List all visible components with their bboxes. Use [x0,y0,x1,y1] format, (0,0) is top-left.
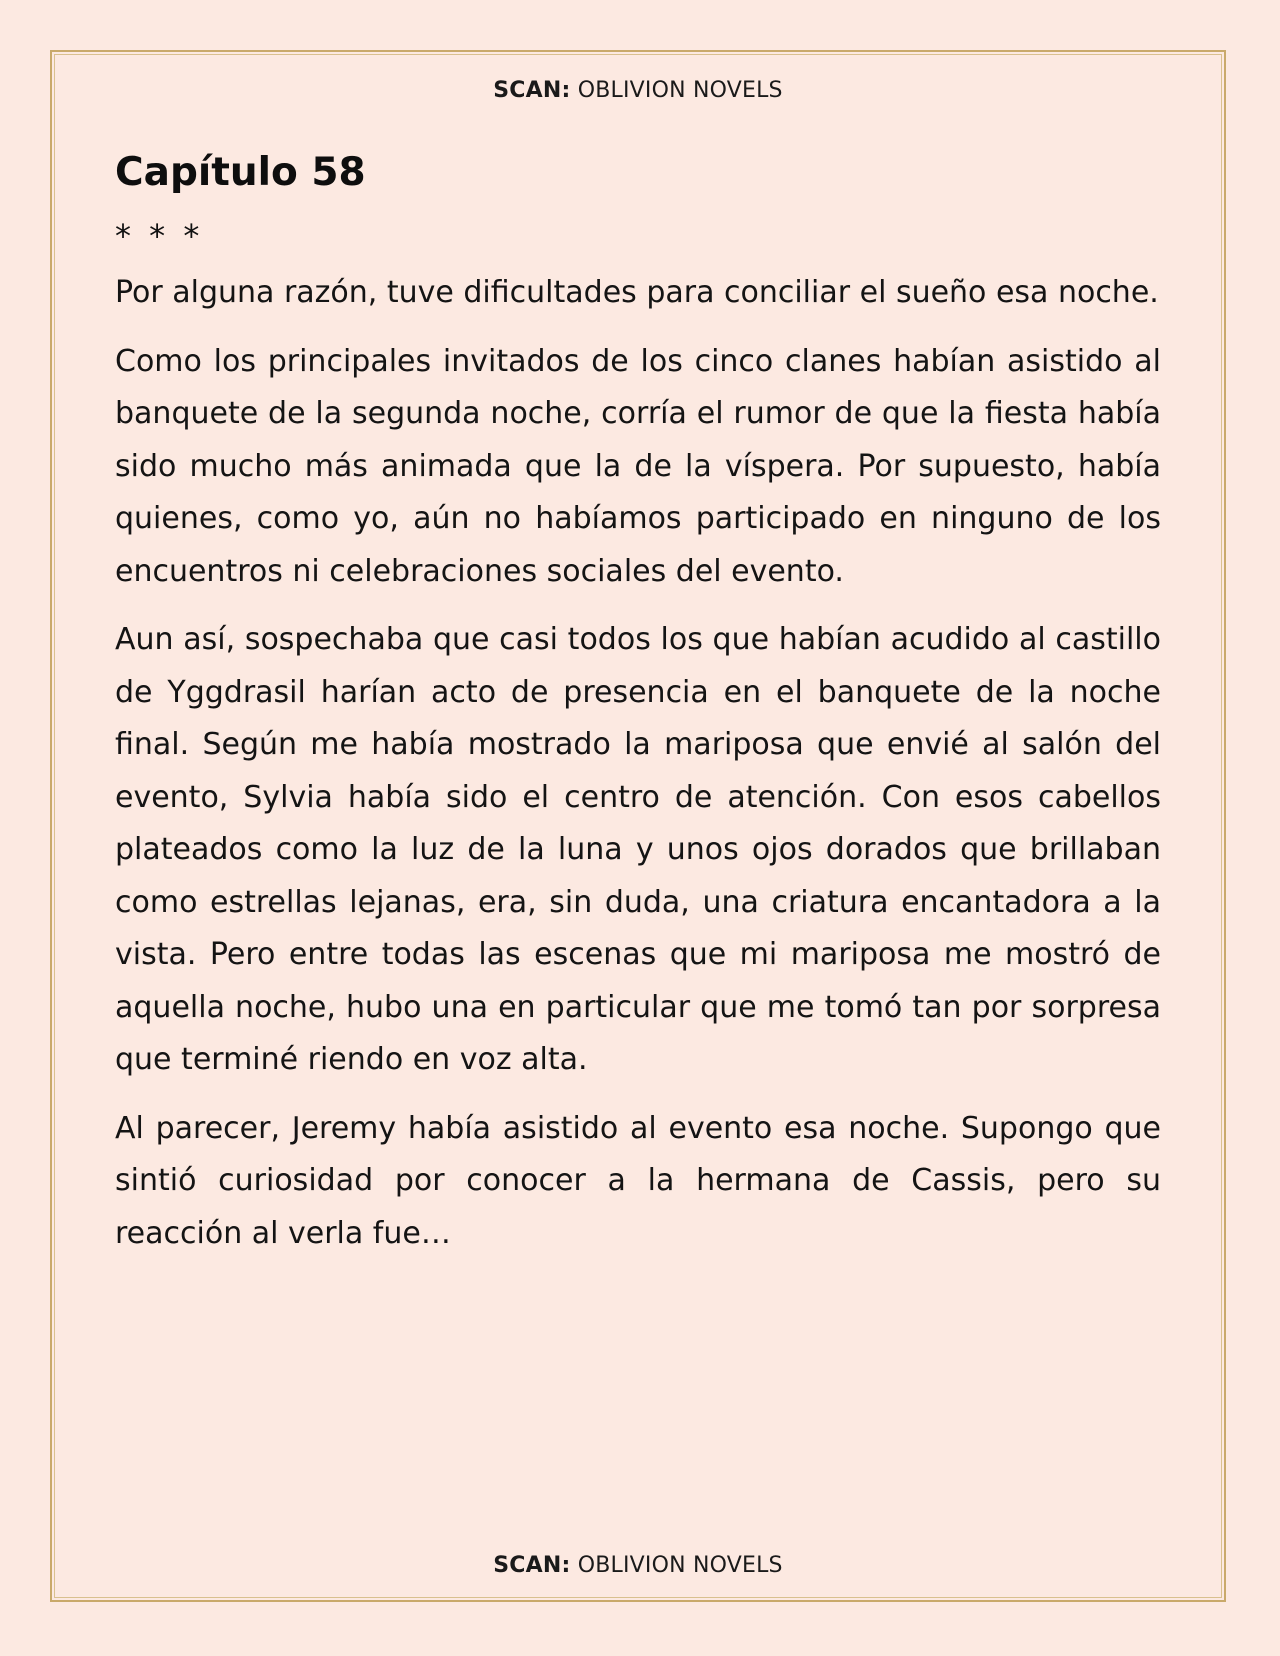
scan-footer-group: OBLIVION NOVELS [577,1553,783,1578]
paragraph-2: Como los principales invitados de los cinco clanes habían asistido al banquete de la segunda noche, corría el rumor de que la fiesta había sido mucho más animada que la de la víspera. Por supuesto, había quienes, como yo, aún no habíamos participado en ninguno de los encuentros ni celebraciones sociales del evento. [115,343,1161,589]
paragraph-3: Aun así, sospechaba que casi todos los que habían acudido al castillo de Yggdrasil harían acto de presencia en el banquete de la noche final. Según me había mostrado la mariposa que envié al salón del evento, Sylvia había sido el centro de atención. Con esos cabellos plateados como la luz de la luna y unos ojos dorados que brillaban como estrellas lejanas, era, sin duda, una criatura encantadora a la vista. Pero entre todas las escenas que mi mariposa me mostró de aquella noche, hubo una en particular que me tomó tan por sorpresa que terminé riendo en voz alta. [115,622,1161,1078]
scan-header-label: SCAN: [493,78,571,103]
scan-footer-label: SCAN: [493,1553,571,1578]
chapter-content [115,150,1161,1276]
chapter-title: Capítulo 58 [115,150,366,195]
paragraph-4: Al parecer, Jeremy había asistido al evento esa noche. Supongo que sintió curiosidad por conocer a la hermana de Cassis, pero su reacción al verla fue… [115,1110,1161,1251]
scan-header [52,78,1224,103]
scan-footer [52,1553,1224,1578]
paragraph-1: Por alguna razón, tuve dificultades para conciliar el sueño esa noche. [115,275,1159,311]
scan-header-group: OBLIVION NOVELS [577,78,783,103]
page-frame [50,50,1226,1602]
section-separator: * * * [115,216,204,255]
